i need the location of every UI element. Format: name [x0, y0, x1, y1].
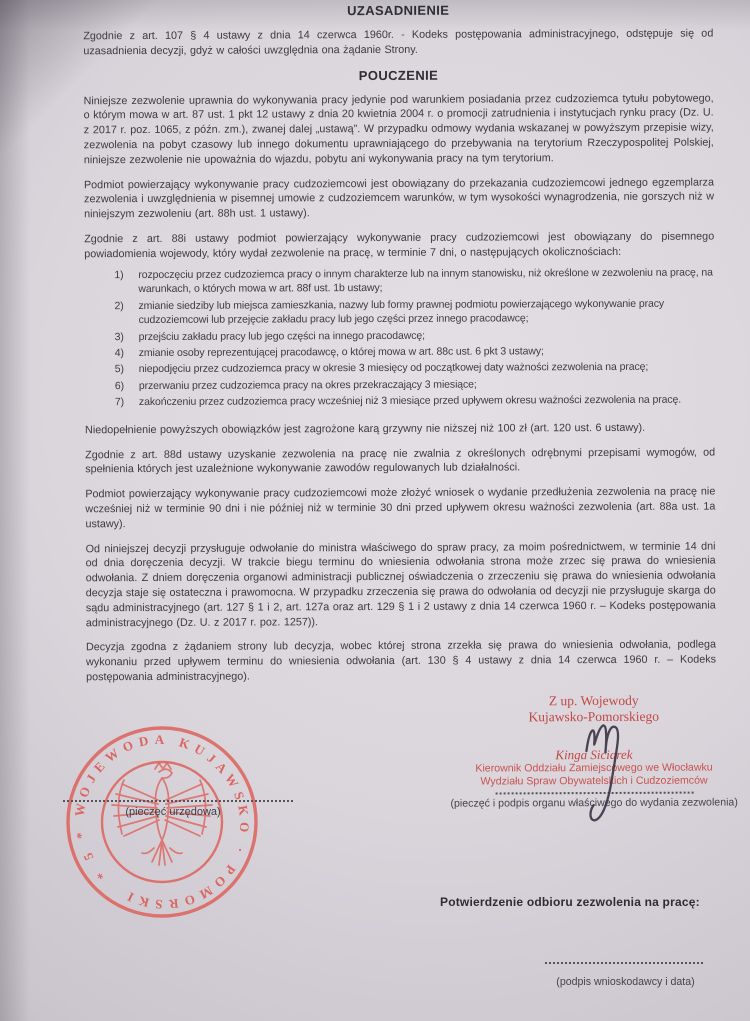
closing-paragraph: Decyzja zgodna z żądaniem strony lub decyzja, wobec której strona zrzekła się prawa do wniesienia odwołania, podlega wykonaniu przed upływem terminu do wniesienia odwołania (art. 130 § 4 ustawy z dnia 14 czerwca 1960 r. – Kodeks postępowania administracyjnego).: [85, 638, 717, 684]
list-item-number: 1): [114, 268, 124, 281]
closing-paragraph: Zgodnie z art. 88d ustawy uzyskanie zezwolenia na pracę nie zwalnia z określonych odrębnymi przepisami wymogów, od spełnienia których jest uzależnione wykonywanie zawodów regulowanych lub działalności.: [85, 446, 716, 476]
list-item-number: 5): [114, 363, 124, 376]
signer-name: Kinga Siciarek: [555, 746, 633, 762]
list-item: [84, 265, 714, 297]
signer-title: Kierownik Oddziału Zamiejscowego we Włocławku: [475, 761, 713, 775]
receipt-dotted-line: [545, 962, 703, 964]
closing-paragraph: Od niniejszej decyzji przysługuje odwołanie do ministra właściwego do spraw pracy, za moim pośrednictwem, w terminie 14 dni od dnia doręczenia decyzji. W trakcie biegu terminu do wniesienia odwołania strona może zrzec się prawa do wniesienia odwołania. Z dniem doręczenia organowi administracji publicznej oświadczenia o zrzeczeniu się prawa do wniesienia odwołania decyzja staje się ostateczna i prawomocna. W przypadku zrzeczenia się prawa do odwołania od decyzji nie przysługuje skarga do sądu administracyjnego (art. 127 § 1 i 2, art. 127a oraz art. 129 § 1 i 2 ustawy z dnia 14 czerwca 1960 r. – Kodeks postępowania administracyjnego (Dz. U. z 2017 r. poz. 1257)).: [85, 540, 716, 629]
list-item-text: niepodjęciu przez cudzoziemca pracy w okresie 3 miesięcy od początkowej daty ważności zezwolenia na pracę;: [138, 361, 649, 376]
list-item-number: 6): [114, 379, 125, 392]
list-item-text: zakończeniu przez cudzoziemca pracy wcześniej niż 3 miesiące przed upływem okresu ważności zezwolenia na pracę.: [138, 393, 682, 408]
list-item: [85, 327, 715, 345]
list-item: [85, 392, 715, 410]
signer-title: Wydziału Spraw Obywatelskich i Cudzoziemców: [480, 774, 708, 788]
list-item-text: przerwaniu przez cudzoziemca pracy na okres przekraczający 3 miesiące;: [138, 378, 477, 392]
list-item-number: 7): [114, 396, 125, 409]
list-item-number: 3): [114, 330, 124, 343]
signature-caption: (pieczęć i podpis organu właściwego do wydania zezwolenia): [450, 796, 738, 810]
receipt-heading: Potwierdzenie odbioru zezwolenia na pracę:: [440, 895, 700, 909]
instruction-paragraph: Zgodnie z art. 88i ustawy podmiot powierzający wykonywanie pracy cudzoziemcowi jest obowiązany do pisemnego powiadomienia wojewody, który wydał zezwolenie na pracę, w terminie 7 dni, o następujących okolicznościach:: [84, 230, 715, 261]
closing-paragraph: Podmiot powierzający wykonywanie pracy cudzoziemcowi może złożyć wniosek o wydanie przedłużenia zezwolenia na pracę nie wcześniej niż w terminie 90 dni i nie później niż w terminie 30 dni przed upływem okresu ważności zezwolenia (art. 88a ust. 1a ustawy).: [85, 485, 716, 530]
instruction-paragraph: Podmiot powierzający wykonywanie pracy cudzoziemcowi jest obowiązany do przekazania cudzoziemcowi jednego egzemplarza zezwolenia i uwzględnienia w pisemnej umowie z cudzoziemcem warunków, w tym wysokości wynagrodzenia, nie gorszych niż w niniejszym zezwoleniu (art. 88h ust. 1 ustawy).: [83, 176, 715, 221]
obligation-list: [84, 265, 715, 410]
receipt-caption: (podpis wnioskodawcy i data): [556, 976, 695, 988]
list-item: [85, 376, 715, 394]
stamp-outer-ring: [68, 728, 256, 916]
list-item: [84, 296, 714, 328]
justification-heading: UZASADNIENIE: [347, 2, 450, 19]
instruction-paragraph: Niniejsze zezwolenie uprawnia do wykonywania pracy jedynie pod warunkiem posiadania przez cudzoziemca tytułu pobytowego, o którym mowa w art. 87 ust. 1 pkt 12 ustawy z dnia 20 kwietnia 2004 r. o promocji zatrudnienia i instytucjach rynku pracy (Dz. U. z 2017 r. poz. 1065, z późn. zm.), zwanej dalej „ustawą”. W przypadku odmowy wydania wskazanej w powyższym przepisie wizy, zezwolenia na pobyt czasowy lub innego dokumentu uprawniającego do przebywania na terytorium Rzeczypospolitej Polskiej, niniejsze zezwolenie nie upoważnia do wjazdu, pobytu ani wykonywania pracy na tym terytorium.: [83, 92, 714, 167]
signature-dotted-line: [495, 791, 693, 794]
list-item-number: 2): [114, 299, 124, 312]
list-item-number: 4): [114, 347, 124, 360]
justification-paragraph: Zgodnie z art. 107 § 4 ustawy z dnia 14 czerwca 1960r. - Kodeks postępowania administracyjnego, odstępuje się od uzasadnienia decyzji, gdyż w całości uwzględnia ona żądanie Strony.: [83, 27, 714, 58]
list-item-text: zmianie siedziby lub miejsca zamieszkania, nazwy lub formy prawnej podmiotu powierzającego wykonywanie pracy cudzoziemcowi lub przejęcie zakładu pracy lub jego części przez innego pracodawcę;: [138, 297, 665, 327]
list-item: [85, 360, 715, 378]
signature-block: [416, 692, 750, 811]
list-item-text: rozpoczęciu przez cudzoziemca pracy o innym charakterze lub na innym stanowisku, niż określone w zezwoleniu na pracę, na warunkach, o których mowa w art. 88f ust. 1b ustawy;: [138, 266, 713, 296]
signature-on-behalf-line: Z up. Wojewody: [548, 692, 639, 708]
signature-on-behalf-line: Kujawsko-Pomorskiego: [528, 708, 660, 725]
closing-paragraph: Niedopełnienie powyższych obowiązków jest zagrożone karą grzywny nie niższej niż 100 zł (art. 120 ust. 6 ustawy).: [85, 421, 646, 436]
list-item-text: przejściu zakładu pracy lub jego części na innego pracodawcę;: [138, 329, 425, 343]
list-item-text: zmianie osoby reprezentującej pracodawcę, o której mowa w art. 88c ust. 6 pkt 3 ustawy;: [138, 345, 544, 360]
stamp-dotted-line: [63, 800, 293, 802]
instruction-heading: POUCZENIE: [358, 67, 439, 83]
official-stamp: [62, 722, 262, 922]
list-item: [85, 344, 715, 362]
stamp-caption: (pieczęć urzędowa): [125, 806, 221, 818]
stamp-ring-text: * 5 * WOJEWODA KUJAWSKO · POMORSKI: [71, 731, 253, 913]
